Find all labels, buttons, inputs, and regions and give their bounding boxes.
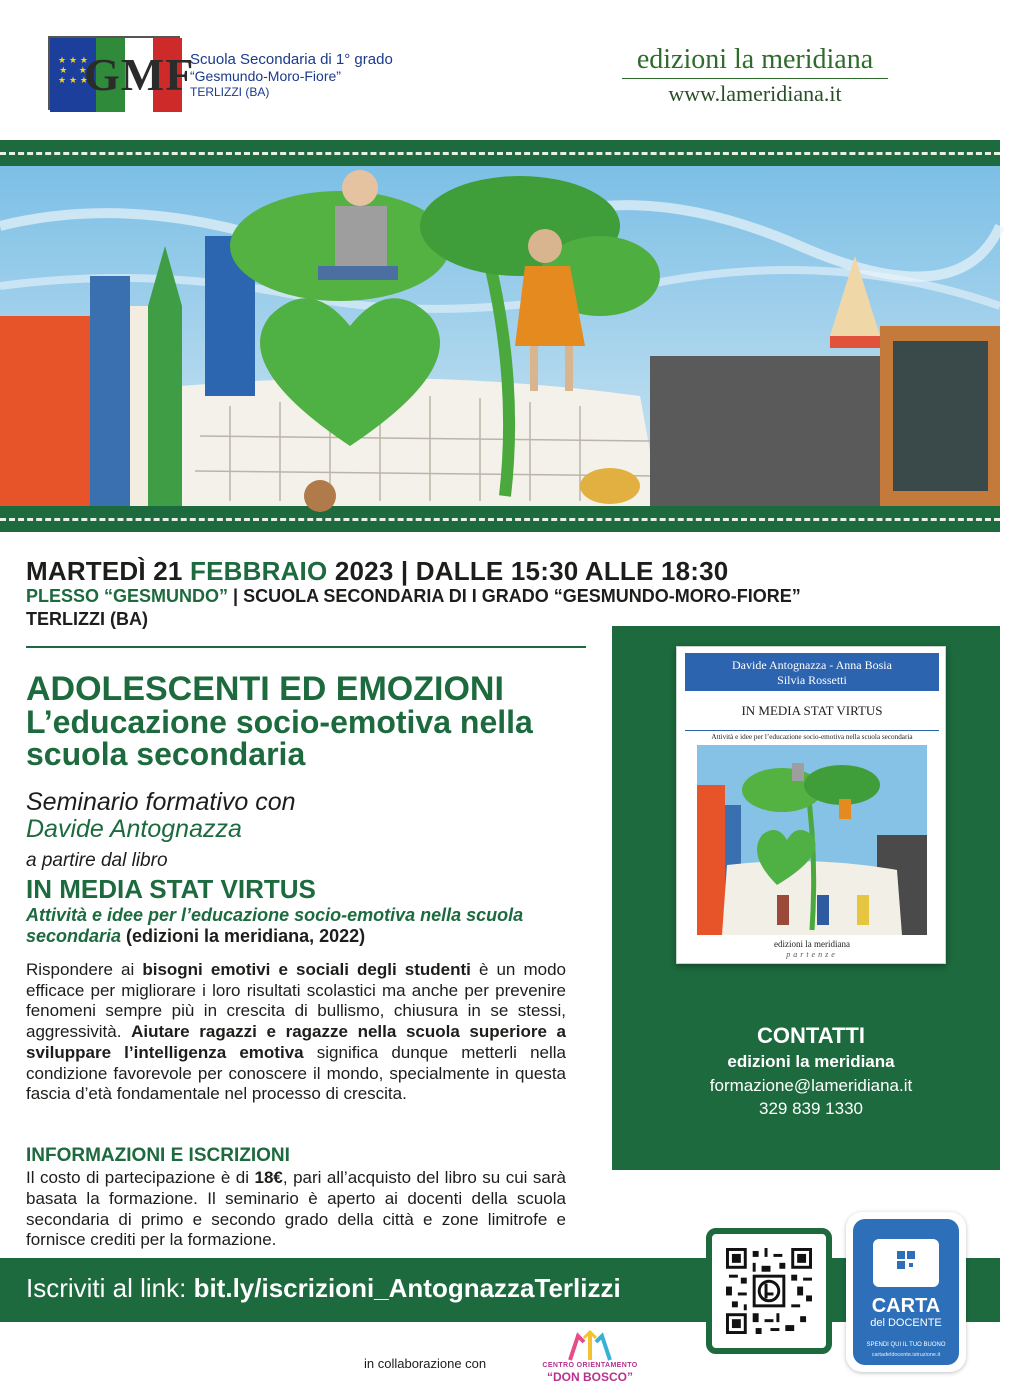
page-title: ADOLESCENTI ED EMOZIONI	[26, 670, 504, 708]
signup-link[interactable]: bit.ly/iscrizioni_AntognazzaTerlizzi	[193, 1273, 621, 1303]
divider	[26, 646, 586, 648]
cover-publisher: edizioni la meridiana	[774, 939, 850, 949]
school-name: Scuola Secondaria di 1° grado “Gesmundo-Moro-Fiore” TERLIZZI (BA)	[190, 51, 393, 99]
hero-illustration	[0, 166, 1000, 506]
event-venue: PLESSO “GESMUNDO” | SCUOLA SECONDARIA DI I GRADO “GESMUNDO-MORO-FIORE”	[26, 586, 801, 606]
book-cover	[676, 646, 946, 964]
book-title: IN MEDIA STAT VIRTUS	[26, 874, 316, 904]
cover-illustration	[697, 745, 927, 935]
page-subtitle: L’educazione socio-emotiva nella scuola secondaria	[26, 704, 533, 772]
from-book-label: a partire dal libro	[26, 850, 168, 871]
publisher-name: edizioni la meridiana	[622, 44, 888, 79]
info-paragraph: Il costo di partecipazione è di 18€, pari all’acquisto del libro su cui sarà basata la formazione. Il seminario è aperto ai docenti della scuola secondaria di primo e secondo grado della città e zone limitrofe e fornisce crediti per la formazione.	[26, 1168, 566, 1250]
speaker-name: Davide Antognazza	[26, 815, 242, 843]
carta-tagline: SPENDI QUI IL TUO BUONO	[866, 1342, 946, 1348]
carta-url: cartadeldocente.istruzione.it	[871, 1352, 941, 1358]
book-subtitle: Attività e idee per l’educazione socio-emotiva nella scuola secondaria (edizioni la meridiana, 2022)	[26, 905, 524, 946]
arrows-icon	[540, 1330, 640, 1362]
logo-text: GMF	[84, 49, 195, 100]
publisher-logo	[610, 44, 900, 109]
cover-title: IN MEDIA STAT VIRTUS	[685, 691, 939, 731]
carta-del-docente-badge[interactable]	[846, 1212, 966, 1372]
seminar-label: Seminario formativo con	[26, 788, 296, 816]
description-paragraph: Rispondere ai bisogni emotivi e sociali degli studenti è un modo efficace per migliorare i loro risultati scolastici ma anche per prevenire fenomeni sempre più in crescita di bullismo, chiusura in se stessi, aggressività. Aiutare ragazzi e ragazze nella scuola superiore a sviluppare l’intelligenza emotiva significa dunque metterli nella condizione favorevole per conoscere il mondo, specialmente in questa fascia d’età fondamentale nel processo di crescita.	[26, 960, 567, 1104]
carta-title: CARTA	[871, 1295, 941, 1317]
cover-subtitle: Attività e idee per l’educazione socio-emotiva nella scuola secondaria	[711, 733, 913, 741]
don-bosco-logo: CENTRO ORIENTAMENTO “DON BOSCO”	[540, 1330, 640, 1392]
school-logo: ★ ★ ★ ★ ★ ★ ★ ★ GMF	[48, 36, 180, 110]
publisher-url[interactable]: www.lameridiana.it	[668, 81, 842, 106]
event-date: MARTEDÌ 21 FEBBRAIO 2023 | DALLE 15:30 ALLE 18:30	[26, 556, 729, 586]
qr-code-icon	[726, 1248, 812, 1334]
cover-series: partenze	[786, 950, 838, 959]
hero-banner	[0, 140, 1000, 532]
event-city: TERLIZZI (BA)	[26, 609, 148, 629]
contacts-org: edizioni la meridiana	[727, 1052, 895, 1071]
collaboration-label: in collaborazione con	[364, 1356, 487, 1371]
qr-code[interactable]	[706, 1228, 832, 1354]
carta-subtitle: del DOCENTE	[870, 1317, 942, 1329]
contacts-email[interactable]: formazione@lameridiana.it	[709, 1075, 913, 1095]
carta-qr-icon	[873, 1239, 939, 1287]
contacts-phone[interactable]: 329 839 1330	[759, 1099, 863, 1118]
signup-text: Iscriviti al link: bit.ly/iscrizioni_AntognazzaTerlizzi	[26, 1273, 621, 1303]
contacts	[612, 1022, 1010, 1121]
info-heading: INFORMAZIONI E ISCRIZIONI	[26, 1145, 290, 1166]
cover-authors: Davide Antognazza - Anna Bosia Silvia Rossetti	[685, 653, 939, 691]
contacts-heading: CONTATTI	[757, 1023, 865, 1048]
